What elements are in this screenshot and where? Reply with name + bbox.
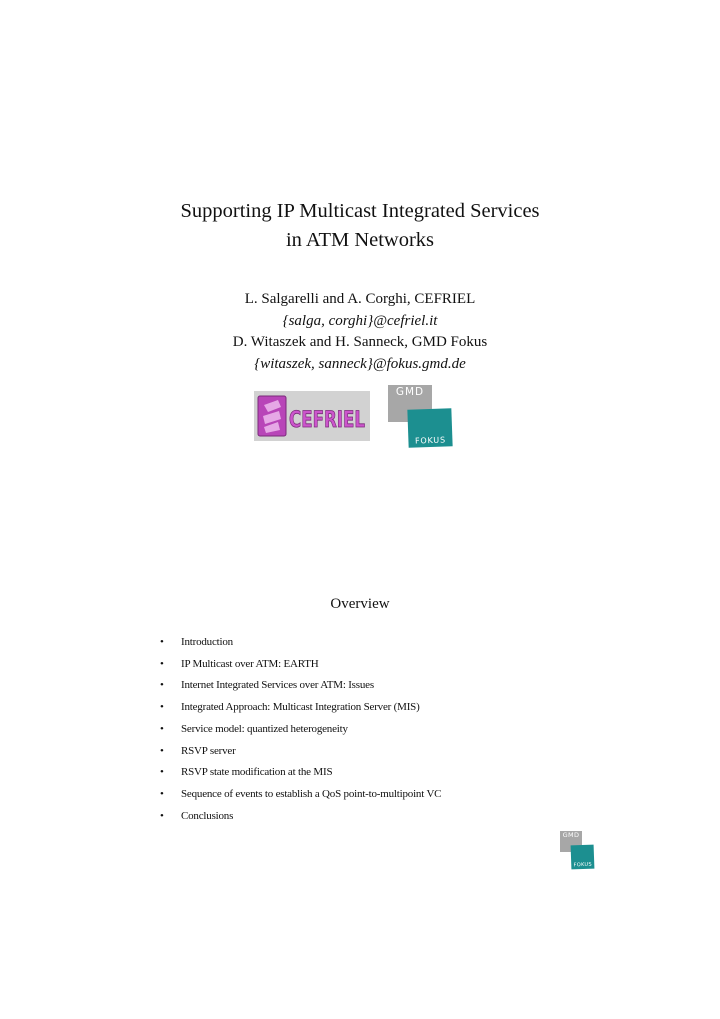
list-item: • RSVP state modification at the MIS	[160, 762, 640, 784]
overview-title: Overview	[330, 596, 390, 612]
paper-title	[0, 197, 720, 255]
gmd-fokus-logo-small	[560, 831, 594, 871]
author-line-1: L. Salgarelli and A. Corghi, CEFRIEL	[244, 291, 476, 307]
list-item: • IP Multicast over ATM: EARTH	[160, 654, 640, 676]
cefriel-logo	[254, 391, 370, 441]
author-line-2: D. Witaszek and H. Sanneck, GMD Fokus	[232, 334, 488, 350]
list-item: • RSVP server	[160, 741, 640, 763]
list-item: • Service model: quantized heterogeneity	[160, 719, 640, 741]
list-item: • Introduction	[160, 632, 640, 654]
title-line-1: Supporting IP Multicast Integrated Services	[180, 200, 540, 222]
list-item: • Conclusions	[160, 806, 640, 828]
title-line-2: in ATM Networks	[285, 229, 435, 251]
gmd-logo-small-bottom: FOKUS	[571, 845, 595, 870]
gmd-logo-bottom: FOKUS	[407, 408, 452, 448]
gmd-logo-small-top: GMD	[560, 831, 582, 852]
gmd-fokus-logo	[388, 385, 452, 449]
author-email-1: {salga, corghi}@cefriel.it	[282, 312, 438, 329]
list-item: • Internet Integrated Services over ATM: Issues	[160, 675, 640, 697]
list-item: • Integrated Approach: Multicast Integration Server (MIS)	[160, 697, 640, 719]
author-block	[0, 289, 720, 375]
author-email-2: {witaszek, sanneck}@fokus.gmd.de	[254, 355, 466, 372]
list-item: • Sequence of events to establish a QoS point-to-multipoint VC	[160, 784, 640, 806]
gmd-logo-top: GMD	[388, 385, 432, 422]
overview-list	[160, 632, 640, 827]
cefriel-logo-text: CEFRIEL	[289, 408, 365, 433]
cefriel-emblem-icon	[258, 396, 286, 436]
